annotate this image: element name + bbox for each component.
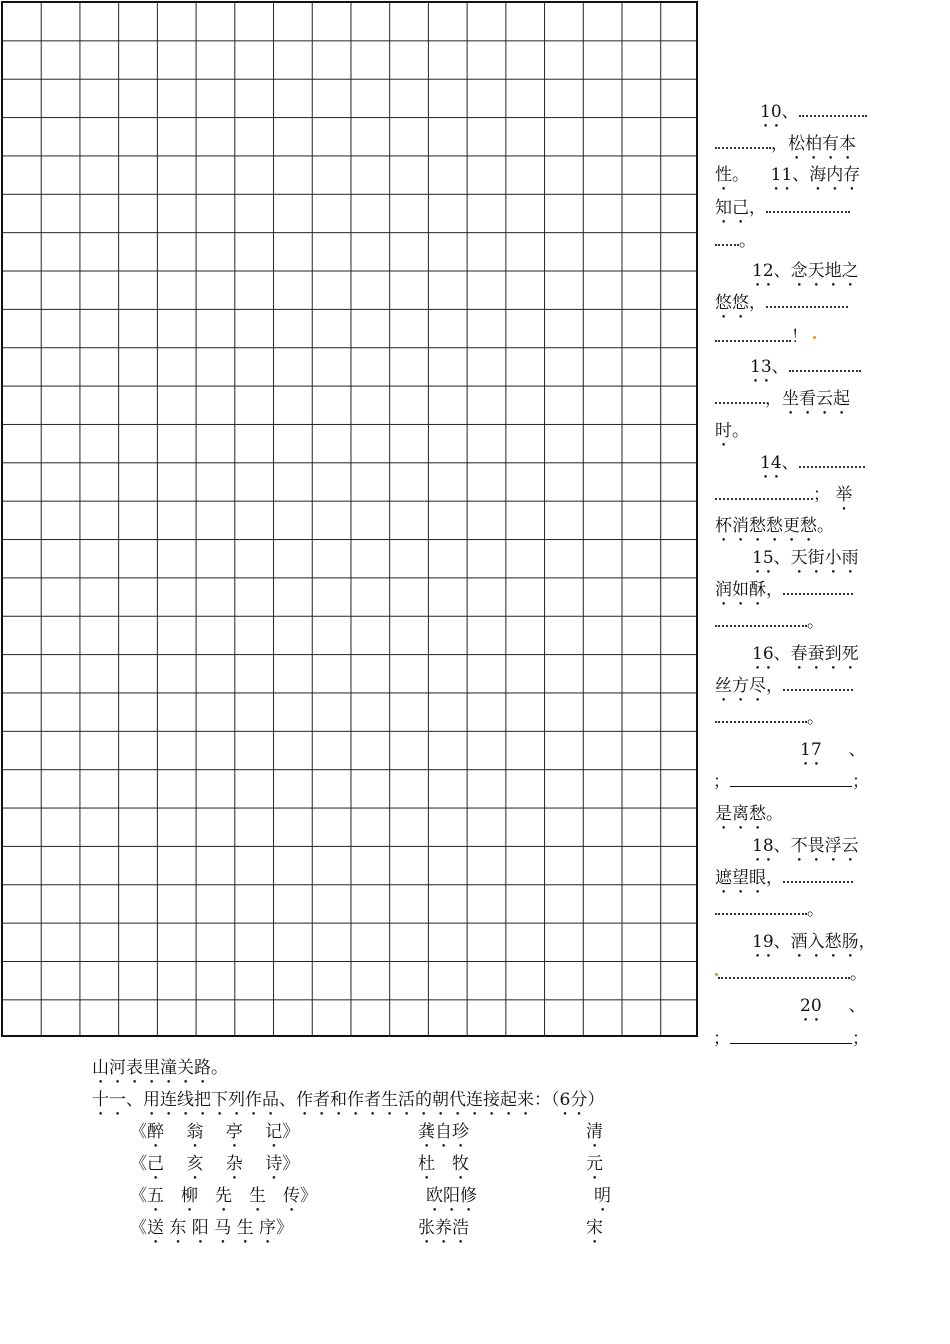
answer-blank[interactable]	[715, 328, 791, 342]
item-13-line3: 时。	[715, 421, 749, 441]
item-16-line1: 16、春蚕到死	[752, 644, 859, 664]
item-17-line1: 17 、	[800, 740, 866, 760]
item-12-line3: ！	[715, 326, 816, 357]
dynasty-item[interactable]: 明	[594, 1186, 611, 1206]
answer-blank[interactable]	[715, 135, 771, 149]
item-11-line3: 。	[715, 230, 756, 261]
answer-blank[interactable]	[715, 613, 807, 627]
item-13-line2: ，坐看云起	[715, 388, 850, 419]
section-11-heading: 十一、用连线把下列作品、作者和作者生活的朝代连接起来：（6分）	[92, 1090, 605, 1110]
answer-line[interactable]	[730, 1029, 852, 1044]
item-14-line1: 14、	[760, 452, 865, 483]
answer-blank[interactable]	[789, 358, 861, 372]
item-16-line2: 丝方尽，	[715, 675, 853, 706]
item-20-line1: 20 、	[800, 996, 866, 1016]
work-item[interactable]: 《醉 翁 亭 记》	[130, 1122, 300, 1142]
answer-blank[interactable]	[783, 869, 853, 883]
item-10-line2: ，松柏有本	[715, 133, 856, 164]
item-11-line2: 知己，	[715, 197, 850, 228]
item-10-line1: 10、	[760, 101, 867, 132]
poem-line: 山河表里潼关路。	[92, 1058, 228, 1078]
item-13-line1: 13、	[750, 356, 861, 387]
item-15-line1: 15、天街小雨	[752, 548, 859, 568]
dynasty-item[interactable]: 宋	[586, 1218, 603, 1238]
answer-line[interactable]	[730, 772, 852, 787]
author-item[interactable]: 龚自珍	[418, 1122, 469, 1142]
author-item[interactable]: 杜 牧	[418, 1154, 469, 1174]
item-17-line2: ； ；	[713, 772, 869, 792]
author-item[interactable]: 欧阳修	[426, 1186, 477, 1206]
item-12-line1: 12、念天地之	[752, 261, 859, 281]
answer-blank[interactable]	[715, 709, 807, 723]
answer-blank[interactable]	[715, 390, 765, 404]
item-14-line3: 杯消愁愁更愁。	[715, 516, 834, 536]
author-item[interactable]: 张养浩	[418, 1218, 469, 1238]
answer-blank[interactable]	[766, 199, 850, 213]
item-18-line2: 遮望眼，	[715, 867, 853, 898]
answer-blank[interactable]	[783, 581, 853, 595]
answer-blank[interactable]	[715, 232, 739, 246]
item-12-line2: 悠悠，	[715, 292, 848, 323]
work-item[interactable]: 《五 柳 先 生 传》	[130, 1186, 317, 1206]
answer-blank[interactable]	[799, 103, 867, 117]
answer-blank[interactable]	[799, 454, 865, 468]
item-10-11-line: 性。 11、海内存	[715, 165, 861, 185]
item-16-line3: 。	[715, 707, 824, 738]
item-15-line3: 。	[715, 611, 824, 642]
dynasty-item[interactable]: 清	[586, 1122, 603, 1142]
answer-blank[interactable]	[783, 677, 853, 691]
answer-blank[interactable]	[766, 294, 848, 308]
item-19-line1: 19、酒入愁肠，	[752, 932, 876, 952]
work-item[interactable]: 《送 东 阳 马 生 序》	[130, 1218, 294, 1238]
orange-dot	[813, 336, 816, 339]
item-19-line2: 。	[715, 963, 867, 994]
item-15-line2: 润如酥，	[715, 579, 853, 610]
item-18-line1: 18、不畏浮云	[752, 836, 859, 856]
answer-blank[interactable]	[715, 901, 807, 915]
dynasty-item[interactable]: 元	[586, 1154, 603, 1174]
answer-blank[interactable]	[718, 965, 850, 979]
item-14-line2: ； 举	[715, 484, 852, 515]
answer-blank[interactable]	[715, 486, 813, 500]
work-item[interactable]: 《己 亥 杂 诗》	[130, 1154, 300, 1174]
item-20-line2: ； ；	[713, 1029, 869, 1049]
item-17-line3: 是离愁。	[715, 804, 783, 824]
item-18-line3: 。	[715, 899, 824, 930]
